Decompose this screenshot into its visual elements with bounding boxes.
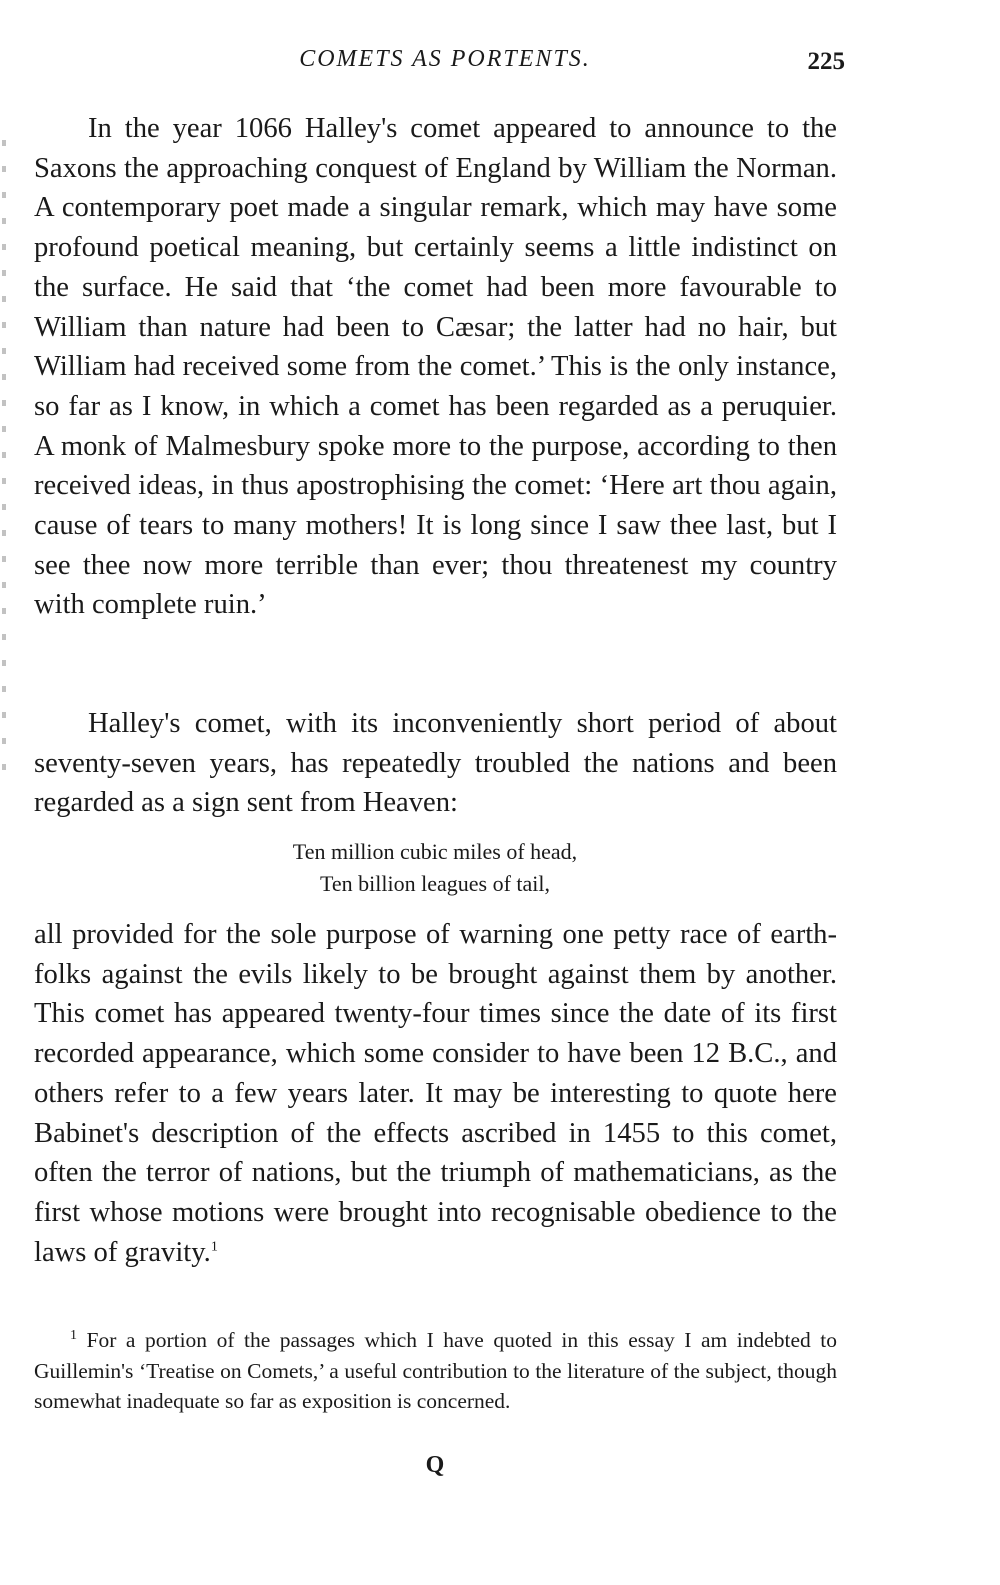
footnote-marker: 1 <box>70 1327 77 1343</box>
running-head: COMETS AS PORTENTS. <box>299 46 591 72</box>
paragraph-3-text: all provided for the sole purpose of warning one petty race of earth-folks against the evils likely to be brought against them by another. This comet has appeared twenty-four times since the date of its first recorded appearance, which some consider to have been 12 B.C., and others refer to a few years later. It may be interesting to quote here Babinet's description of the effects ascribed in 1455 to this comet, often the terror of nations, but the triumph of mathematicians, as the first whose motions were brought into recognisable obedience to the laws of gravity. <box>34 919 837 1268</box>
paragraph-1: In the year 1066 Halley's comet appeared to announce to the Saxons the approaching conquest of England by William the Norman. A contemporary poet made a singular remark, which may have some profound poetical meaning, but certainly seems a little indistinct on the surface. He said that ‘the comet had been more favourable to William than nature had been to Cæsar; the latter had no hair, but William had received some from the comet.’ This is the only instance, so far as I know, in which a comet has been regarded as a peruquier. A monk of Malmesbury spoke more to the purpose, according to then received ideas, in thus apostrophising the comet: ‘Here art thou again, cause of tears to many mothers! It is long since I saw thee last, but I see thee now more terrible than ever; thou threatenest my country with complete ruin.’ <box>34 113 837 621</box>
verse-line-2: Ten billion leagues of tail, <box>319 871 550 896</box>
scan-margin-artifact <box>2 140 6 780</box>
footnote-reference[interactable]: 1 <box>210 1239 218 1255</box>
footnote-text: For a portion of the passages which I have quoted in this essay I am indebted to Guillemin's ‘Treatise on Comets,’ a useful contribution to the literature of the subject, though somewhat inadequate so far as exposition is concerned. <box>34 1328 837 1413</box>
page-number: 225 <box>807 48 845 75</box>
page-header <box>0 46 1000 86</box>
footnote <box>34 1325 837 1417</box>
verse-line-1: Ten million cubic miles of head, <box>292 839 578 864</box>
signature-mark: Q <box>425 1452 445 1478</box>
paragraph-3 <box>34 915 837 1272</box>
paragraph-2: Halley's comet, with its inconveniently short period of about seventy-seven years, has repeatedly troubled the nations and been regarded as a sign sent from Heaven: <box>34 708 837 819</box>
verse-quote <box>200 836 670 900</box>
